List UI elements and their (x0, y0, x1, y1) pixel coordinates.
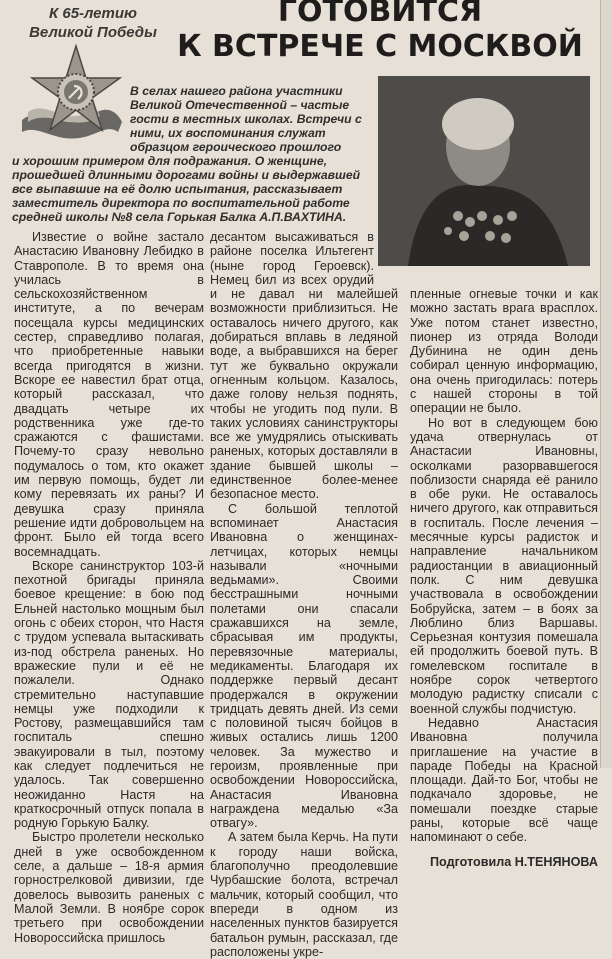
paragraph: А затем была Керчь. На пути к городу наши войска, благополучно преодолевшие Чурбашские болота, встречал мальчик, который сообщил, что впереди в одном из населенных пунктов базируется батальон румын, рассказал, где расположены укре- (210, 830, 399, 959)
article-column-1 (14, 230, 204, 945)
lead-intro (12, 84, 377, 224)
kicker-line2: Великой Победы (29, 24, 157, 41)
byline: Подготовила Н.ТЕНЯНОВА (430, 854, 598, 869)
paragraph: Но вот в следующем бою удача отвернулась от Анастасии Ивановны, осколками разорвавшегося поблизости снаряда её ранило в обе руки. Не оставалось ничего другого, как отправиться в госпиталь. После лечения – месячные курсы радисток и направление начальником радиостанции в авиационный полк. С ним девушка участвовала в освобождении Бобруйска, затем – в боях за Люблино близ Варшавы. Серьезная контузия помешала ей продолжить боевой путь. В гомелевском госпитале в ноябре сорок четвертого молодую радистку списали с военной службы подчистую. (410, 415, 598, 716)
adjacent-column-edge (600, 0, 612, 768)
article-column-3 (410, 287, 598, 869)
lead-intro-part1: В селах нашего района участники Великой Отечественной – частые гости в местных школах. Встречи с ними, их воспоминания служат образцом героического прошлого (130, 84, 362, 154)
lead-intro-part2: и хорошим примером для подражания. О женщине, прошедшей длинными дорогами войны и выдержавшей все выпавшие на её долю испытания, рассказывает заместитель директора по воспитательной работе средней школы №8 села Горькая Балка А.П.ВАХТИНА. (12, 154, 361, 224)
photo-wrap-spacer (374, 230, 398, 278)
paragraph: Известие о войне застало Анастасию Ивановну Лебидко в Ставрополе. В то время она училась в сельскохозяйственном институте, а по вечерам посещала курсы медицинских сестер, справедливо полагая, что приобретенные навыки всегда пригодятся в жизни. Вскоре ее навестил брат отца, который рассказал, что двадцать четыре их родственника уже где-то сражаются с фашистами. Почему-то сразу невольно подумалось о том, кто окажет им первую помощь, будет ли кому перевязать их раны? И девушка сразу приняла решение идти добровольцем на фронт. Было ей тогда всего восемнадцать. (14, 230, 204, 559)
kicker-line1: К 65-летию (48, 5, 137, 22)
paragraph-continued: десантом высаживаться в районе поселка Ильтегент (ныне город Героевск). Немец бил из всех орудий и не давал ни малейшей возможности приблизиться. Не оставалось ничего другого, как добираться вплавь в ледяной воде, а выбравшихся на берег тут же буквально окружали огненным кольцом. Казалось, даже голову нельзя поднять, чтобы не угодить под пули. В таких условиях санинструкторы все же умудрялись отыскивать раненых, которых доставляли в здание бывшей школы – единственное более-менее безопасное место. (210, 230, 398, 502)
headline-line2: К ВСТРЕЧЕ С МОСКВОЙ (177, 29, 583, 64)
paragraph: Недавно Анастасия Ивановна получила приглашение на участие в параде Победы на Красной площади. Дай-то Бог, чтобы не подкачало здоровье, не помешали поездке старые раны, которые всё чаще напоминают о себе. (410, 715, 598, 845)
headline-line1: ГОТОВИТСЯ (277, 0, 483, 29)
kicker (18, 4, 168, 42)
paragraph: С большой теплотой вспоминает Анастасия Ивановна о женщинах-летчицах, которых немцы называли «ночными ведьмами». Своими бесстрашными ночными полетами они спасали сражавшихся на земле, сбрасывая им продукты, перевязочные материалы, медикаменты. Благодаря их поддержке первый десант продержался в окружении тридцать девять дней. Из семи с половиной тысяч бойцов в живых остались лишь 1200 человек. За мужество и героизм, проявленные при освобождении Новороссийска, Анастасия Ивановна награждена медалью «За отвагу». (210, 501, 398, 831)
article-column-2 (210, 230, 398, 959)
paragraph: Быстро пролетели несколько дней в уже освобожденном селе, а дальше – 18-я армия горнострелковой дивизии, где довелось вывозить раненых с Малой Земли. В ноябре сорок третьего при освобождении Новороссийска пришлось (14, 830, 204, 945)
paragraph: Вскоре санинструктор 103-й пехотной бригады приняла боевое крещение: в бою под Ельней настолько мощным был огонь с обеих сторон, что Настя с трудом успевала вытаскивать из-под обстрела раненых. Но вражеские пули и её не пожалели. Однако стремительно наступавшие немцы уже подходили к Ростову, размещавшийся там госпиталь спешно эвакуировали в тыл, поэтому как следует подлечиться не удалось. Так совершенно неожиданно Настя на краткосрочный отпуск попала в родную Горькую Балку. (14, 558, 204, 831)
veteran-portrait-photo (378, 76, 590, 266)
headline (165, 0, 595, 64)
paragraph-continued: пленные огневые точки и как можно застать врага врасплох. Уже потом станет известно, пионер из отряда Володи Дубинина не один день собирал ценную информацию, она очень пригодилась: потерь с нашей стороны в той операции не было. (410, 287, 598, 416)
